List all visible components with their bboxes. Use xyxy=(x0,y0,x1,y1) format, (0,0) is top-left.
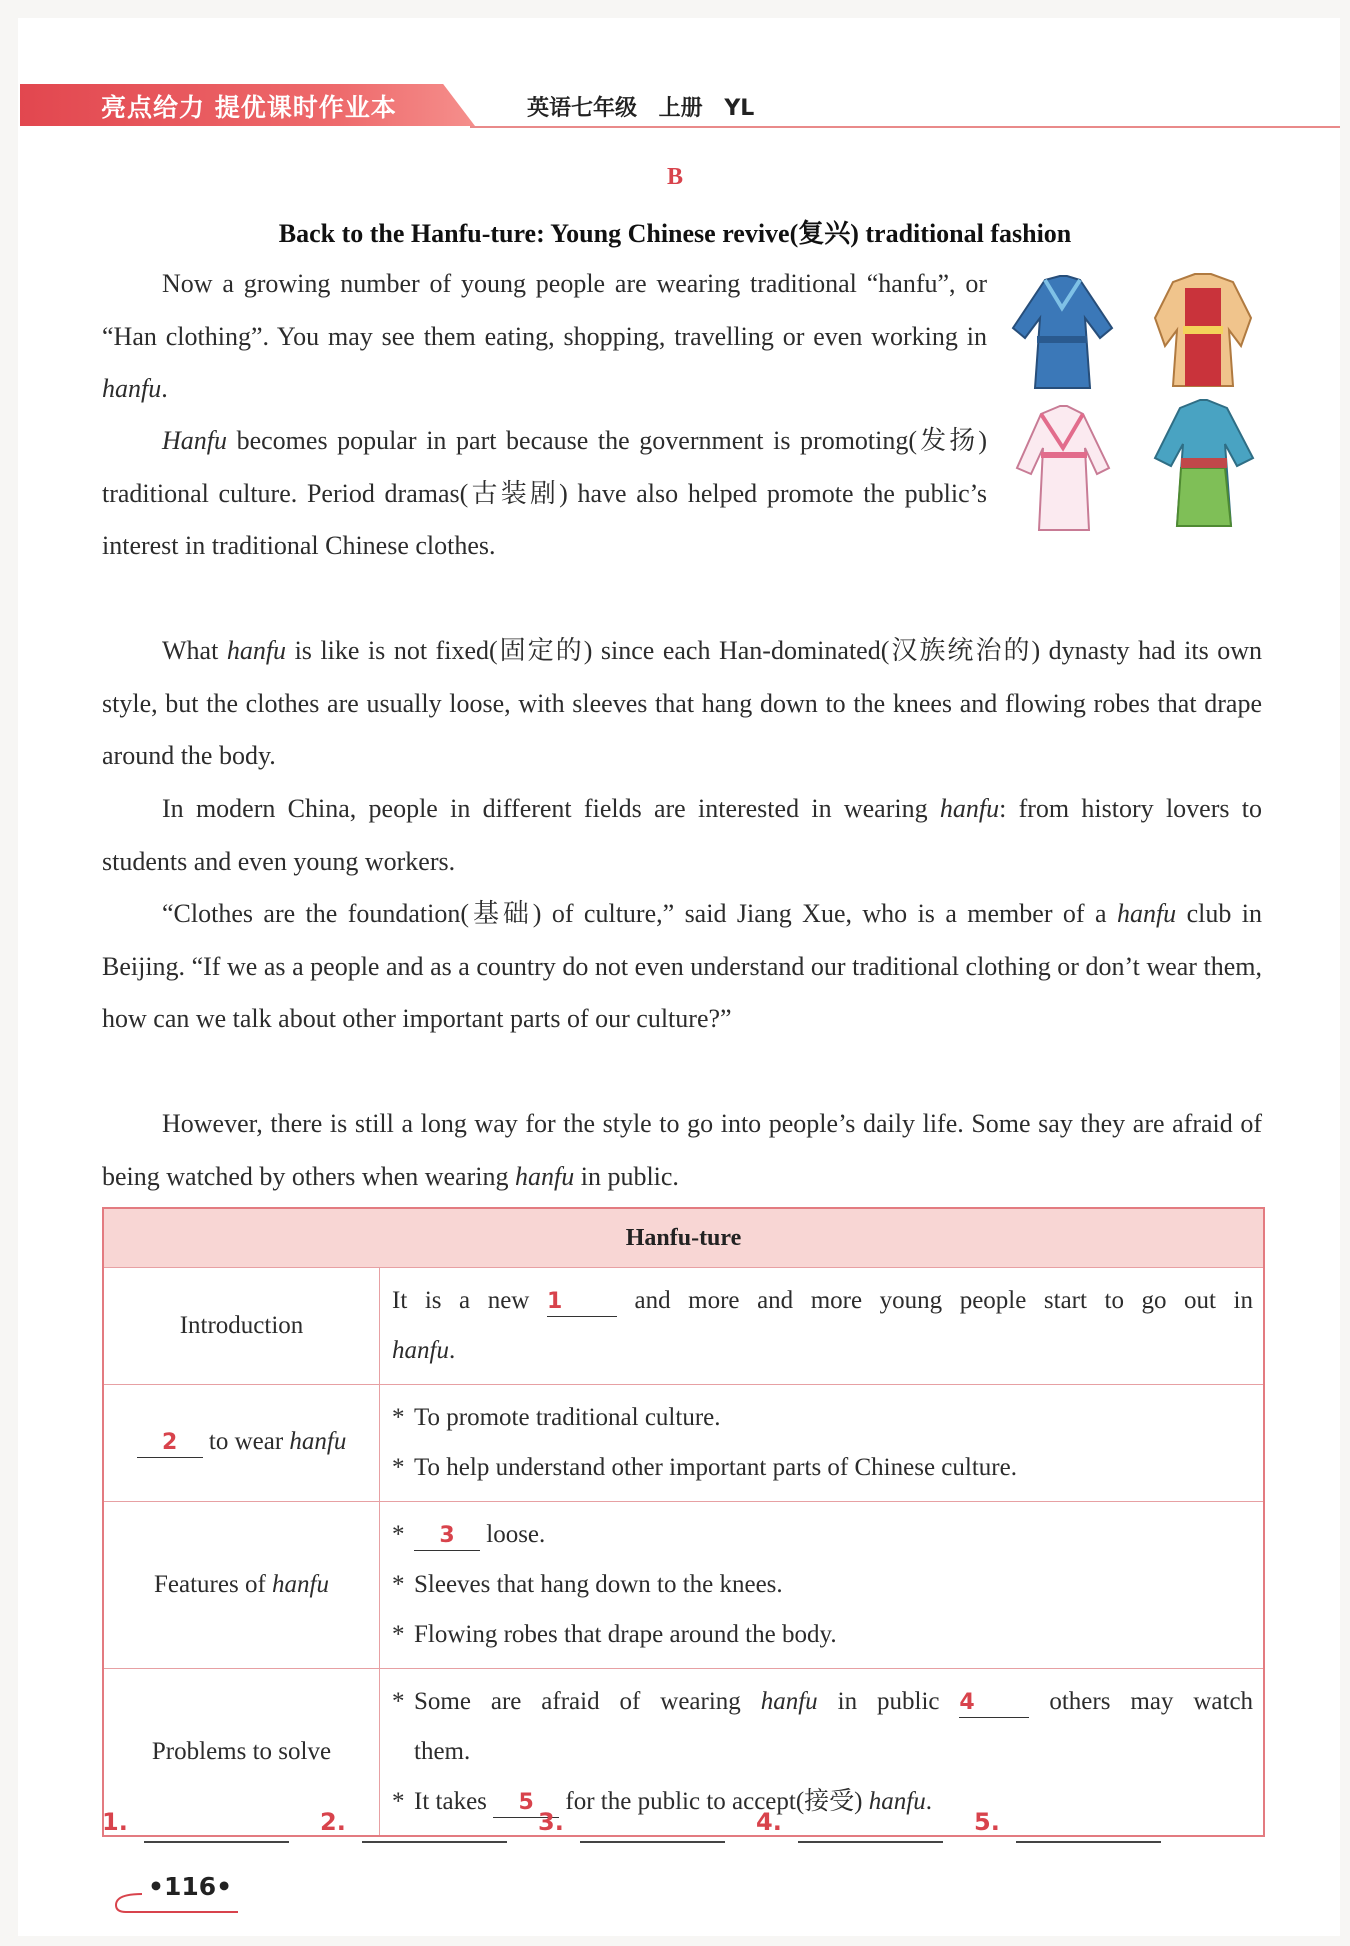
paragraph-3: What hanfu is like is not fixed(固定的) since each Han-dominated(汉族统治的) dynasty had its own style, but the clothes are usually loose, with sleeves that hang down to the knees and flowing robes that drape around the body. xyxy=(102,636,1262,770)
table-row xyxy=(103,1385,1264,1502)
row-label-reasons: 2 to wear hanfu xyxy=(103,1385,380,1502)
paragraph-2: Hanfu becomes popular in part because the government is promoting(发扬) traditional culture. Period dramas(古装剧) have also helped promote the public’s interest in traditional Chinese clothes. xyxy=(102,426,987,560)
section-letter: B xyxy=(666,164,683,190)
summary-table xyxy=(102,1207,1265,1837)
answer-input-4[interactable] xyxy=(798,1841,943,1843)
blank-5[interactable]: 5 xyxy=(493,1789,559,1818)
blank-1[interactable]: 1 xyxy=(547,1288,617,1317)
row-label-problems: Problems to solve xyxy=(103,1669,380,1837)
answer-input-2[interactable] xyxy=(362,1841,507,1843)
paragraph-5: “Clothes are the foundation(基础) of culture,” said Jiang Xue, who is a member of a hanfu club in Beijing. “If we as a people and as a country do not even understand our traditional clothing or don’t wear them, how can we talk about other important parts of our culture?” xyxy=(102,899,1262,1033)
answer-label-1: 1. xyxy=(102,1808,128,1836)
paragraph-1: Now a growing number of young people are wearing traditional “hanfu”, or “Han clothing”. You may see them eating, shopping, travelling or even working in hanfu. xyxy=(102,269,987,403)
page-number: •116• xyxy=(148,1872,233,1901)
row-content-features: * 3 loose. * Sleeves that hang down to the knees. * Flowing robes that drape around the body. xyxy=(380,1502,1265,1669)
paragraph-6: However, there is still a long way for the style to go into people’s daily life. Some say they are afraid of being watched by others when wearing hanfu in public. xyxy=(102,1109,1262,1191)
blue-robe-illustration xyxy=(1013,276,1112,388)
answer-input-3[interactable] xyxy=(580,1841,725,1843)
table-row xyxy=(103,1502,1264,1669)
blank-4[interactable]: 4 xyxy=(959,1689,1029,1718)
header-book-info: 英语七年级 上册 YL xyxy=(527,96,755,121)
table-header: Hanfu-ture xyxy=(103,1208,1264,1268)
row-label-features: Features of hanfu xyxy=(103,1502,380,1669)
blank-3[interactable]: 3 xyxy=(414,1522,480,1551)
answer-lines xyxy=(102,1808,1202,1848)
header-brand: 亮点给力 提优课时作业本 xyxy=(101,93,397,122)
row-content-reasons: * To promote traditional culture. * To help understand other important parts of Chinese culture. xyxy=(380,1385,1265,1502)
row-content-introduction: It is a new 1 and more and more young people start to go out in hanfu. xyxy=(380,1268,1265,1385)
answer-input-1[interactable] xyxy=(144,1841,289,1843)
green-robe-illustration xyxy=(1155,400,1253,526)
row-content-problems: * Some are afraid of wearing hanfu in public 4 others may watch them. * It takes 5 for the public to accept(接受) hanfu. xyxy=(380,1669,1265,1837)
table-row xyxy=(103,1268,1264,1385)
answer-label-4: 4. xyxy=(756,1808,782,1836)
answer-input-5[interactable] xyxy=(1016,1841,1161,1843)
row-label-introduction: Introduction xyxy=(103,1268,380,1385)
answer-label-3: 3. xyxy=(538,1808,564,1836)
hanfu-illustrations xyxy=(1005,268,1265,533)
red-robe-illustration xyxy=(1155,274,1251,386)
white-robe-illustration xyxy=(1017,406,1109,530)
article-title: Back to the Hanfu-ture: Young Chinese revive(复兴) traditional fashion xyxy=(278,219,1072,248)
paragraph-4: In modern China, people in different fields are interested in wearing hanfu: from history lovers to students and even young workers. xyxy=(102,794,1262,876)
header-rule xyxy=(470,126,1340,128)
answer-label-5: 5. xyxy=(974,1808,1000,1836)
blank-2[interactable]: 2 xyxy=(137,1429,203,1458)
answer-label-2: 2. xyxy=(320,1808,346,1836)
